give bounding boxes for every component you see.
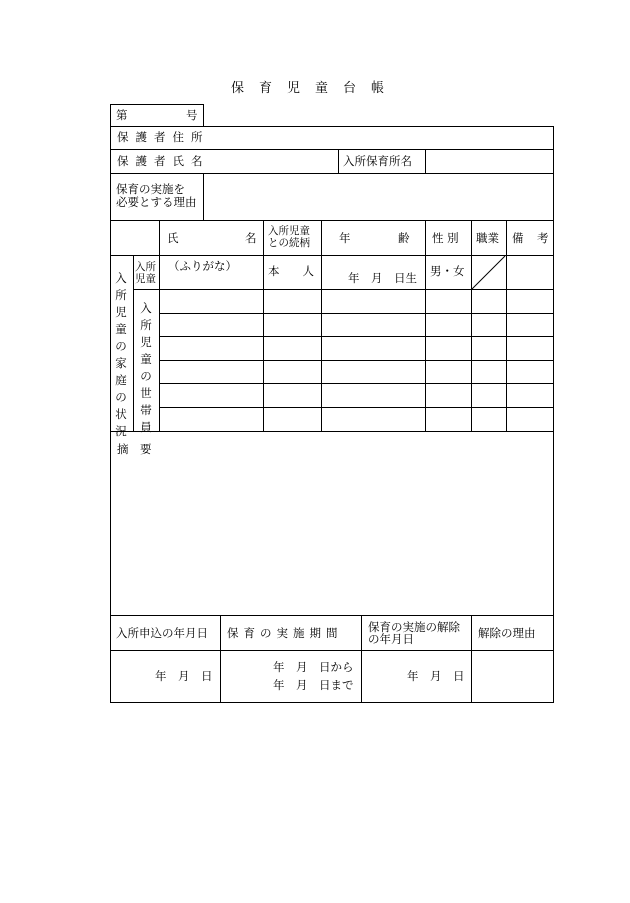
reason-label-line1: 保育の実施を [116,182,185,196]
period-to: 年 月 日まで [273,678,354,692]
application-date-value: 年 月 日 [155,669,213,683]
occupation-diagonal [471,255,506,289]
col-occupation: 職業 [476,231,499,245]
page-title: 保育児童台帳 [230,81,399,96]
furigana-label: （ふりがな） [168,259,237,273]
child-label-line1: 入所 [135,261,156,273]
col-name-b: 名 [245,231,257,245]
birth-date: 年 月 日生 [348,271,417,285]
reason-label-line2: 必要とする理由 [116,195,197,209]
admitted-nursery-label: 入所保育所名 [343,154,412,168]
relation-self: 本 人 [268,264,314,278]
col-notes-a: 備 [512,231,524,245]
household-status-side-label: 入所児童の家庭の状況 [115,271,127,438]
release-date-label-line2: の年月日 [368,632,414,646]
period-label: 保育の実施期間 [227,626,343,640]
col-notes-b: 考 [537,231,549,245]
form-frame [110,126,554,703]
child-label-line2: 児童 [135,273,156,285]
col-name-a: 氏 [167,231,179,245]
release-date-label-line1: 保育の実施の解除 [368,620,460,634]
col-sex: 性 別 [432,231,459,245]
application-date-label: 入所申込の年月日 [116,626,208,640]
summary-label: 摘 要 [117,442,152,456]
period-from: 年 月 日から [273,660,354,674]
sex-value: 男・女 [430,264,465,278]
household-members-label: 入所児童の世帯員 [140,301,152,434]
number-prefix: 第 [116,108,128,122]
col-relation-line1: 入所児童 [268,225,310,237]
col-age-a: 年 [339,231,351,245]
release-date-value: 年 月 日 [407,669,465,683]
col-age-b: 齢 [398,231,410,245]
release-reason-label: 解除の理由 [478,626,536,640]
number-suffix: 号 [186,108,198,122]
col-relation-line2: との続柄 [268,237,310,249]
guardian-name-label: 保護者氏名 [117,154,210,168]
guardian-address-label: 保護者住所 [117,130,210,144]
